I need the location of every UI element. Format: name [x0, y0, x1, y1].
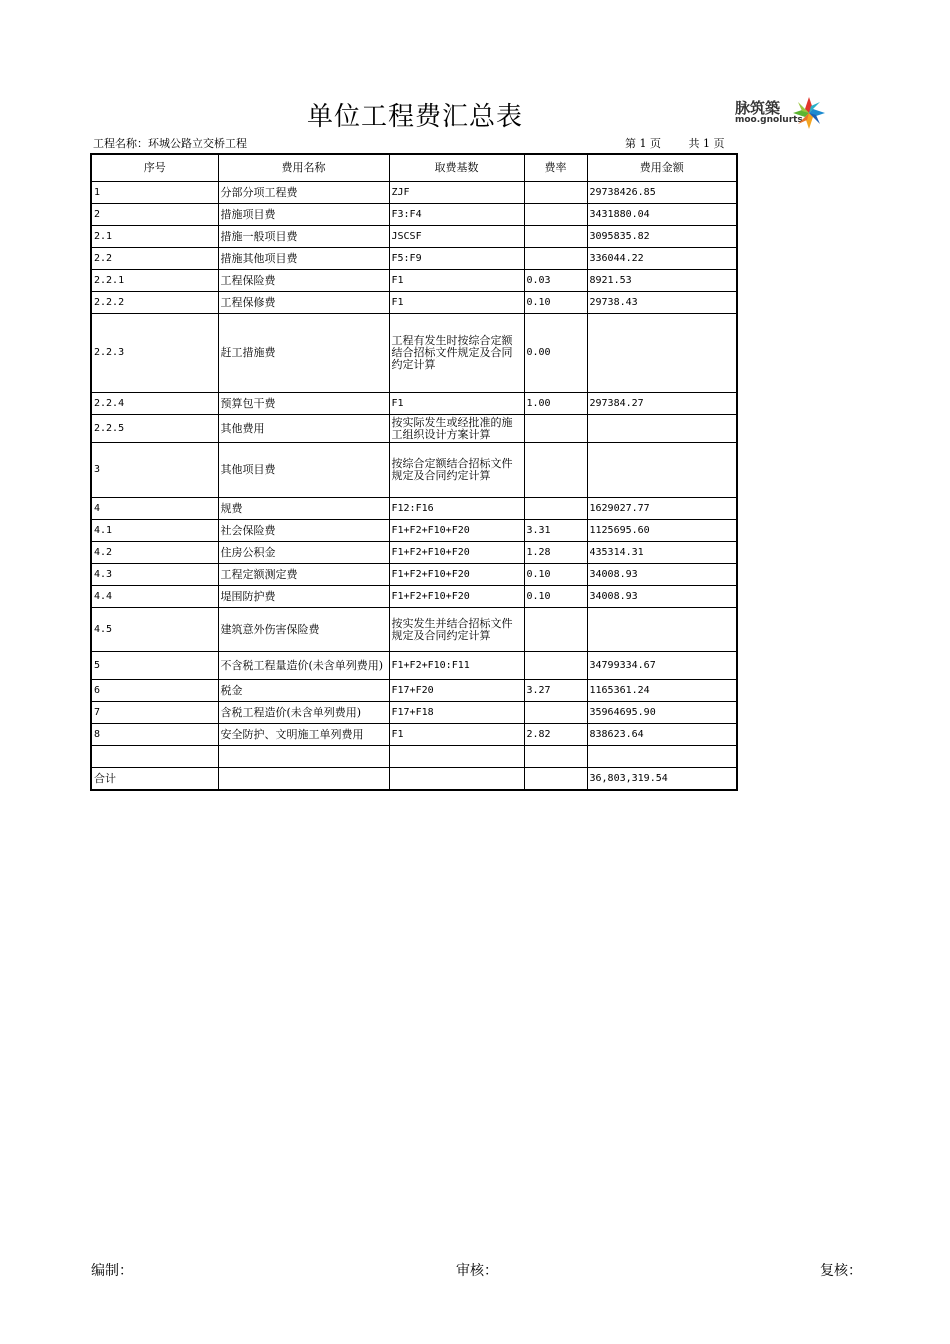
row-amount: 29738.43 — [587, 292, 737, 314]
table-row — [91, 204, 737, 226]
row-amount: 435314.31 — [587, 542, 737, 564]
reviewed-by-label: 审核： — [456, 1263, 498, 1279]
row-no — [91, 746, 218, 768]
row-base: F1+F2+F10:F11 — [389, 652, 524, 680]
row-rate — [524, 182, 587, 204]
logo-subtext: moo.gnolurts — [735, 115, 803, 125]
row-rate: 1.00 — [524, 393, 587, 415]
table-row — [91, 702, 737, 724]
row-base: ZJF — [389, 182, 524, 204]
row-base: F1 — [389, 270, 524, 292]
row-name: 措施一般项目费 — [218, 226, 389, 248]
row-no: 2.1 — [91, 226, 218, 248]
row-no: 4.4 — [91, 586, 218, 608]
row-rate: 3.31 — [524, 520, 587, 542]
row-no: 4.5 — [91, 608, 218, 652]
row-no: 4 — [91, 498, 218, 520]
row-name: 含税工程造价(未含单列费用) — [218, 702, 389, 724]
row-amount: 34008.93 — [587, 564, 737, 586]
row-no: 4.3 — [91, 564, 218, 586]
row-base: JSCSF — [389, 226, 524, 248]
row-base: F17+F20 — [389, 680, 524, 702]
total-label: 合计 — [91, 768, 218, 791]
row-no: 2 — [91, 204, 218, 226]
row-name: 分部分项工程费 — [218, 182, 389, 204]
row-name: 措施项目费 — [218, 204, 389, 226]
table-row — [91, 608, 737, 652]
row-base: F3:F4 — [389, 204, 524, 226]
row-rate — [524, 768, 587, 791]
row-rate: 0.03 — [524, 270, 587, 292]
total-pages: 共 1 页 — [688, 137, 725, 150]
row-name: 安全防护、文明施工单列费用 — [218, 724, 389, 746]
table-row — [91, 443, 737, 498]
row-amount — [587, 443, 737, 498]
table-row — [91, 498, 737, 520]
row-amount — [587, 314, 737, 393]
row-rate: 0.10 — [524, 586, 587, 608]
row-rate — [524, 443, 587, 498]
row-no: 2.2 — [91, 248, 218, 270]
row-amount: 336044.22 — [587, 248, 737, 270]
row-base — [389, 746, 524, 768]
total-amount: 36,803,319.54 — [587, 768, 737, 791]
logo-text: 脉筑築 — [735, 99, 781, 117]
row-no: 3 — [91, 443, 218, 498]
logo-pinwheel-icon — [791, 95, 827, 131]
row-base: F12:F16 — [389, 498, 524, 520]
column-header: 费率 — [524, 154, 587, 182]
row-base: F5:F9 — [389, 248, 524, 270]
row-rate — [524, 204, 587, 226]
row-name: 工程保险费 — [218, 270, 389, 292]
row-rate: 1.28 — [524, 542, 587, 564]
row-rate — [524, 702, 587, 724]
row-rate: 3.27 — [524, 680, 587, 702]
row-rate — [524, 248, 587, 270]
row-rate: 0.10 — [524, 292, 587, 314]
row-name: 预算包干费 — [218, 393, 389, 415]
row-no: 4.1 — [91, 520, 218, 542]
row-amount: 3095835.82 — [587, 226, 737, 248]
row-rate: 0.10 — [524, 564, 587, 586]
row-base: 按实发生并结合招标文件规定及合同约定计算 — [389, 608, 524, 652]
table-row — [91, 393, 737, 415]
row-no: 1 — [91, 182, 218, 204]
table-row — [91, 182, 737, 204]
row-base: F1+F2+F10+F20 — [389, 520, 524, 542]
table-row — [91, 226, 737, 248]
page-title: 单位工程费汇总表 — [306, 102, 523, 132]
current-page: 第 1 页 — [625, 137, 661, 150]
row-base: F1 — [389, 724, 524, 746]
row-amount: 1629027.77 — [587, 498, 737, 520]
row-rate: 2.82 — [524, 724, 587, 746]
row-no: 2.2.4 — [91, 393, 218, 415]
row-rate: 0.00 — [524, 314, 587, 393]
row-name: 规费 — [218, 498, 389, 520]
row-no: 2.2.3 — [91, 314, 218, 393]
table-total-row — [91, 768, 737, 791]
row-amount — [587, 415, 737, 443]
table-row — [91, 564, 737, 586]
column-header: 费用名称 — [218, 154, 389, 182]
row-amount: 8921.53 — [587, 270, 737, 292]
row-amount: 1125695.60 — [587, 520, 737, 542]
row-name: 其他费用 — [218, 415, 389, 443]
table-row — [91, 520, 737, 542]
row-name: 建筑意外伤害保险费 — [218, 608, 389, 652]
row-rate — [524, 498, 587, 520]
row-amount: 838623.64 — [587, 724, 737, 746]
row-base: F17+F18 — [389, 702, 524, 724]
row-amount — [587, 608, 737, 652]
table-row — [91, 292, 737, 314]
project-name-label: 工程名称：环城公路立交桥工程 — [93, 137, 247, 150]
table-row — [91, 270, 737, 292]
row-no: 2.2.1 — [91, 270, 218, 292]
row-base — [389, 768, 524, 791]
row-name — [218, 768, 389, 791]
column-header: 取费基数 — [389, 154, 524, 182]
row-amount: 34008.93 — [587, 586, 737, 608]
row-name: 住房公积金 — [218, 542, 389, 564]
row-amount: 34799334.67 — [587, 652, 737, 680]
table-row — [91, 680, 737, 702]
row-base: F1+F2+F10+F20 — [389, 586, 524, 608]
row-rate — [524, 746, 587, 768]
row-base: F1 — [389, 292, 524, 314]
table-row — [91, 746, 737, 768]
table-row — [91, 586, 737, 608]
row-name — [218, 746, 389, 768]
row-no: 4.2 — [91, 542, 218, 564]
row-amount — [587, 746, 737, 768]
row-base: 工程有发生时按综合定额结合招标文件规定及合同约定计算 — [389, 314, 524, 393]
row-amount: 35964695.90 — [587, 702, 737, 724]
row-name: 其他项目费 — [218, 443, 389, 498]
row-amount: 3431880.04 — [587, 204, 737, 226]
table-row — [91, 652, 737, 680]
table-header-row — [91, 154, 737, 182]
row-base: F1+F2+F10+F20 — [389, 564, 524, 586]
cost-summary-table — [90, 153, 738, 791]
column-header: 序号 — [91, 154, 218, 182]
rechecked-by-label: 复核： — [820, 1263, 862, 1279]
page-indicator — [625, 135, 731, 151]
row-no: 5 — [91, 652, 218, 680]
table-row — [91, 248, 737, 270]
row-name: 工程定额测定费 — [218, 564, 389, 586]
row-rate — [524, 608, 587, 652]
row-name: 工程保修费 — [218, 292, 389, 314]
row-no: 7 — [91, 702, 218, 724]
table-row — [91, 724, 737, 746]
row-base: F1 — [389, 393, 524, 415]
row-no: 2.2.5 — [91, 415, 218, 443]
row-name: 不含税工程量造价(未含单列费用) — [218, 652, 389, 680]
row-name: 社会保险费 — [218, 520, 389, 542]
row-amount: 1165361.24 — [587, 680, 737, 702]
row-rate — [524, 226, 587, 248]
row-base: F1+F2+F10+F20 — [389, 542, 524, 564]
row-base: 按综合定额结合招标文件规定及合同约定计算 — [389, 443, 524, 498]
row-name: 措施其他项目费 — [218, 248, 389, 270]
row-no: 8 — [91, 724, 218, 746]
row-amount: 297384.27 — [587, 393, 737, 415]
row-amount: 29738426.85 — [587, 182, 737, 204]
table-row — [91, 415, 737, 443]
row-rate — [524, 415, 587, 443]
row-name: 赶工措施费 — [218, 314, 389, 393]
row-rate — [524, 652, 587, 680]
row-base: 按实际发生或经批准的施工组织设计方案计算 — [389, 415, 524, 443]
table-row — [91, 314, 737, 393]
row-name: 税金 — [218, 680, 389, 702]
compiled-by-label: 编制： — [91, 1263, 133, 1279]
row-no: 6 — [91, 680, 218, 702]
row-name: 堤围防护费 — [218, 586, 389, 608]
brand-logo — [735, 95, 827, 131]
column-header: 费用金额 — [587, 154, 737, 182]
table-row — [91, 542, 737, 564]
row-no: 2.2.2 — [91, 292, 218, 314]
